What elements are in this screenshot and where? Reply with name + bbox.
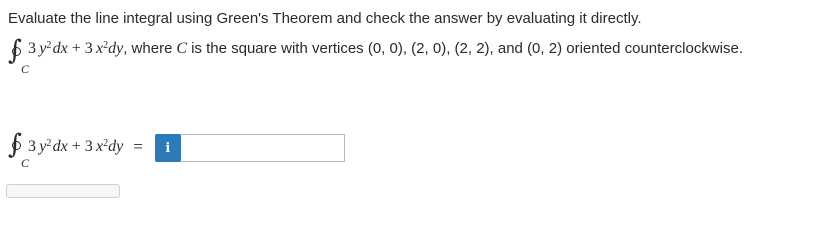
- equals-sign: =: [133, 137, 143, 156]
- bottom-panel-edge: [6, 184, 120, 198]
- integral-subscript: C: [21, 62, 30, 76]
- problem-statement: [6, 36, 743, 76]
- answer-row: [6, 130, 345, 180]
- answer-input[interactable]: [181, 134, 345, 162]
- curve-letter: C: [176, 40, 188, 57]
- integral-subscript: C: [21, 156, 30, 170]
- problem-description: is the square with vertices (0, 0), (2, 0), (2, 2), and (0, 2) oriented counterclockwise.: [191, 40, 743, 57]
- info-icon: i: [165, 140, 171, 156]
- answer-integrand: 3 $y^2$ dx + 3 $x^2dy$: [28, 138, 124, 155]
- info-button[interactable]: [155, 134, 181, 162]
- instruction-text: Evaluate the line integral using Green's Theorem and check the answer by evaluating it directly.: [8, 10, 642, 27]
- integrand: 3 $y^2$ dx + 3 $x^2dy$, where C is the square with vertices (0, 0), (2, 0), (2, 2), and (0, 2) oriented counterclockwise.: [28, 40, 743, 57]
- contour-integral-icon: ∫ C: [8, 129, 30, 170]
- contour-integral-icon: ∫ C: [8, 35, 30, 76]
- problem-tail: , where: [123, 40, 173, 57]
